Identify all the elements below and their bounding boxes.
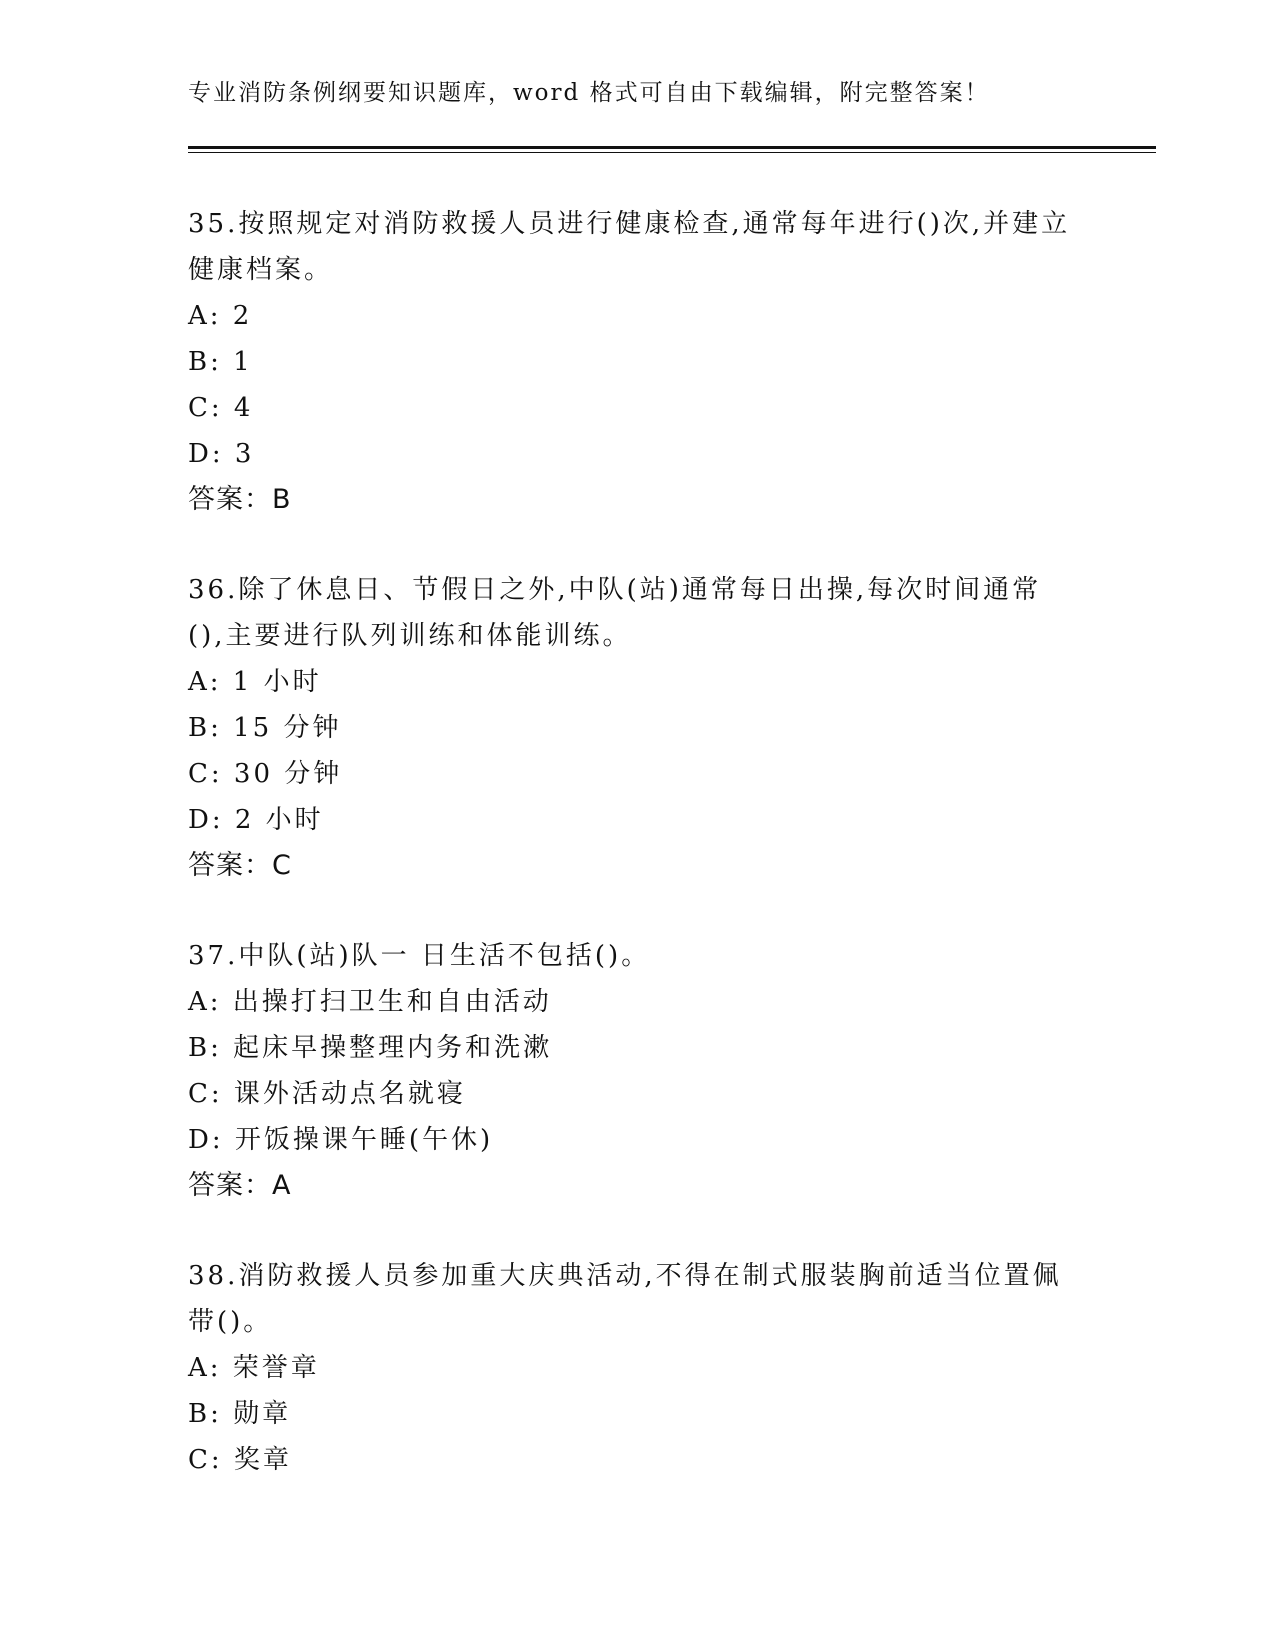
option-c: C: 课外活动点名就寝 bbox=[188, 1079, 466, 1109]
option-b: B: 起床早操整理内务和洗漱 bbox=[188, 1033, 553, 1063]
header-divider-thick bbox=[188, 146, 1156, 149]
answer-line: 答案：A bbox=[188, 1170, 292, 1201]
option-c: C: 奖章 bbox=[188, 1445, 292, 1475]
question-35 bbox=[188, 201, 1088, 523]
header-divider-thin bbox=[188, 152, 1156, 153]
question-stem-line: 36.除了休息日、节假日之外,中队(站)通常每日出操,每次时间通常 bbox=[188, 575, 1042, 605]
option-d: D: 开饭操课午睡(午休) bbox=[188, 1125, 494, 1155]
document-header: 专业消防条例纲要知识题库，word 格式可自由下载编辑，附完整答案！ bbox=[188, 80, 990, 106]
option-b: B: 15 分钟 bbox=[188, 713, 342, 743]
option-a: A: 2 bbox=[188, 301, 253, 331]
question-38 bbox=[188, 1253, 1088, 1483]
question-stem-line: 35.按照规定对消防救援人员进行健康检查,通常每年进行()次,并建立 bbox=[188, 209, 1071, 239]
question-36 bbox=[188, 567, 1088, 889]
option-c: C: 30 分钟 bbox=[188, 759, 343, 789]
option-a: A: 1 小时 bbox=[188, 667, 322, 697]
question-stem-line: 带()。 bbox=[188, 1307, 273, 1337]
question-stem-line: 37.中队(站)队一 日生活不包括()。 bbox=[188, 941, 651, 971]
option-a: A: 出操打扫卫生和自由活动 bbox=[188, 987, 552, 1017]
option-b: B: 1 bbox=[188, 347, 253, 377]
answer-line: 答案：C bbox=[188, 850, 292, 881]
question-stem-line: (),主要进行队列训练和体能训练。 bbox=[188, 621, 632, 651]
option-d: D: 2 小时 bbox=[188, 805, 324, 835]
answer-line: 答案：B bbox=[188, 484, 292, 515]
option-d: D: 3 bbox=[188, 439, 255, 469]
question-stem-line: 健康档案。 bbox=[188, 255, 334, 285]
question-37 bbox=[188, 933, 1088, 1209]
option-a: A: 荣誉章 bbox=[188, 1353, 320, 1383]
question-stem-line: 38.消防救援人员参加重大庆典活动,不得在制式服装胸前适当位置佩 bbox=[188, 1261, 1062, 1291]
option-b: B: 勋章 bbox=[188, 1399, 292, 1429]
option-c: C: 4 bbox=[188, 393, 254, 423]
